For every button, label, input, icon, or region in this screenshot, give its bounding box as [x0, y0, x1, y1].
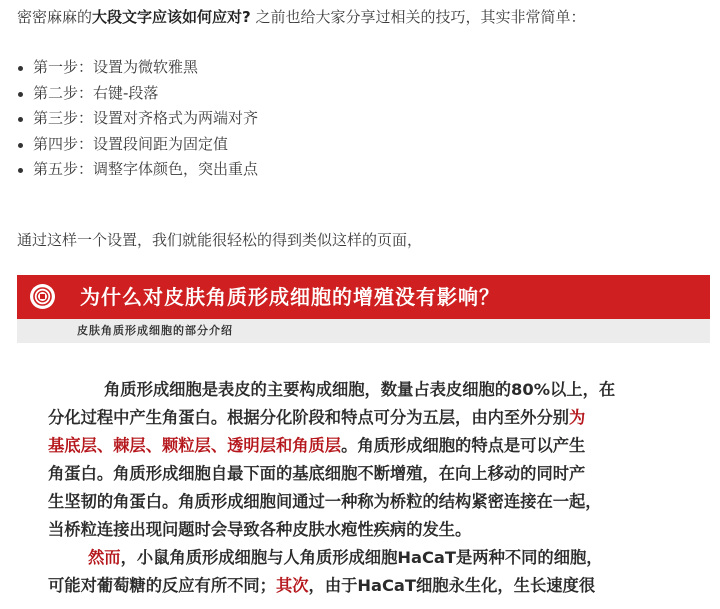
article-line — [48, 432, 698, 460]
text-run: 分化过程中产生角蛋白。根据分化阶段和特点可分为五层，由内至外分别 — [48, 408, 570, 427]
text-run: 可能对葡萄糖的反应有所不同； — [48, 576, 276, 595]
text-run: ，由于HaCaT细胞永生化，生长速度很 — [308, 576, 596, 595]
intro-prefix: 密密麻麻的 — [17, 8, 93, 26]
list-item: 第四步：设置段间距为固定值 — [17, 132, 258, 158]
article-line — [48, 404, 698, 432]
text-run: 生坚韧的角蛋白。角质形成细胞间通过一种称为桥粒的结构紧密连接在一起， — [48, 492, 602, 511]
text-run: 。角质形成细胞的特点是可以产生 — [341, 436, 586, 455]
highlight-text: 其次 — [275, 576, 309, 595]
list-item: 第一步：设置为微软雅黑 — [17, 55, 258, 81]
intro-emphasis: 大段文字应该如何应对? — [92, 8, 251, 26]
highlight-text: 基底层、棘层、颗粒层、透明层和角质层 — [48, 436, 342, 455]
highlight-text: 然而 — [88, 548, 121, 567]
banner-title: 为什么对皮肤角质形成细胞的增殖没有影响？ — [80, 285, 500, 309]
list-item: 第五步：调整字体颜色，突出重点 — [17, 157, 258, 183]
article-body — [48, 376, 698, 600]
list-item: 第二步：右键-段落 — [17, 81, 258, 107]
article-line — [48, 544, 698, 572]
article-line — [48, 376, 698, 404]
banner — [17, 275, 710, 319]
text-run: 当桥粒连接出现问题时会导致各种皮肤水疱性疾病的发生。 — [48, 520, 472, 539]
text-run: ，小鼠角质形成细胞与人角质形成细胞HaCaT是两种不同的细胞， — [120, 548, 603, 567]
text-run: 角蛋白。角质形成细胞自最下面的基底细胞不断增殖，在向上移动的同时产 — [48, 464, 586, 483]
list-item: 第三步：设置对齐格式为两端对齐 — [17, 106, 258, 132]
article-line — [48, 572, 698, 600]
article-line — [48, 516, 698, 544]
circle-emblem-icon — [30, 284, 55, 309]
intro-suffix: 之前也给大家分享过相关的技巧，其实非常简单： — [255, 8, 586, 26]
example-image — [17, 275, 710, 609]
subtitle-bar — [17, 319, 710, 343]
steps-list — [17, 55, 258, 183]
highlight-text: 为 — [569, 408, 586, 427]
text-run: 角质形成细胞是表皮的主要构成细胞，数量占表皮细胞的80%以上，在 — [104, 380, 616, 399]
article-line — [48, 488, 698, 516]
intro-paragraph — [17, 6, 586, 28]
subtitle: 皮肤角质形成细胞的部分介绍 — [77, 324, 233, 337]
article-line — [48, 460, 698, 488]
summary-text: 通过这样一个设置，我们就能很轻松的得到类似这样的页面， — [17, 231, 423, 249]
